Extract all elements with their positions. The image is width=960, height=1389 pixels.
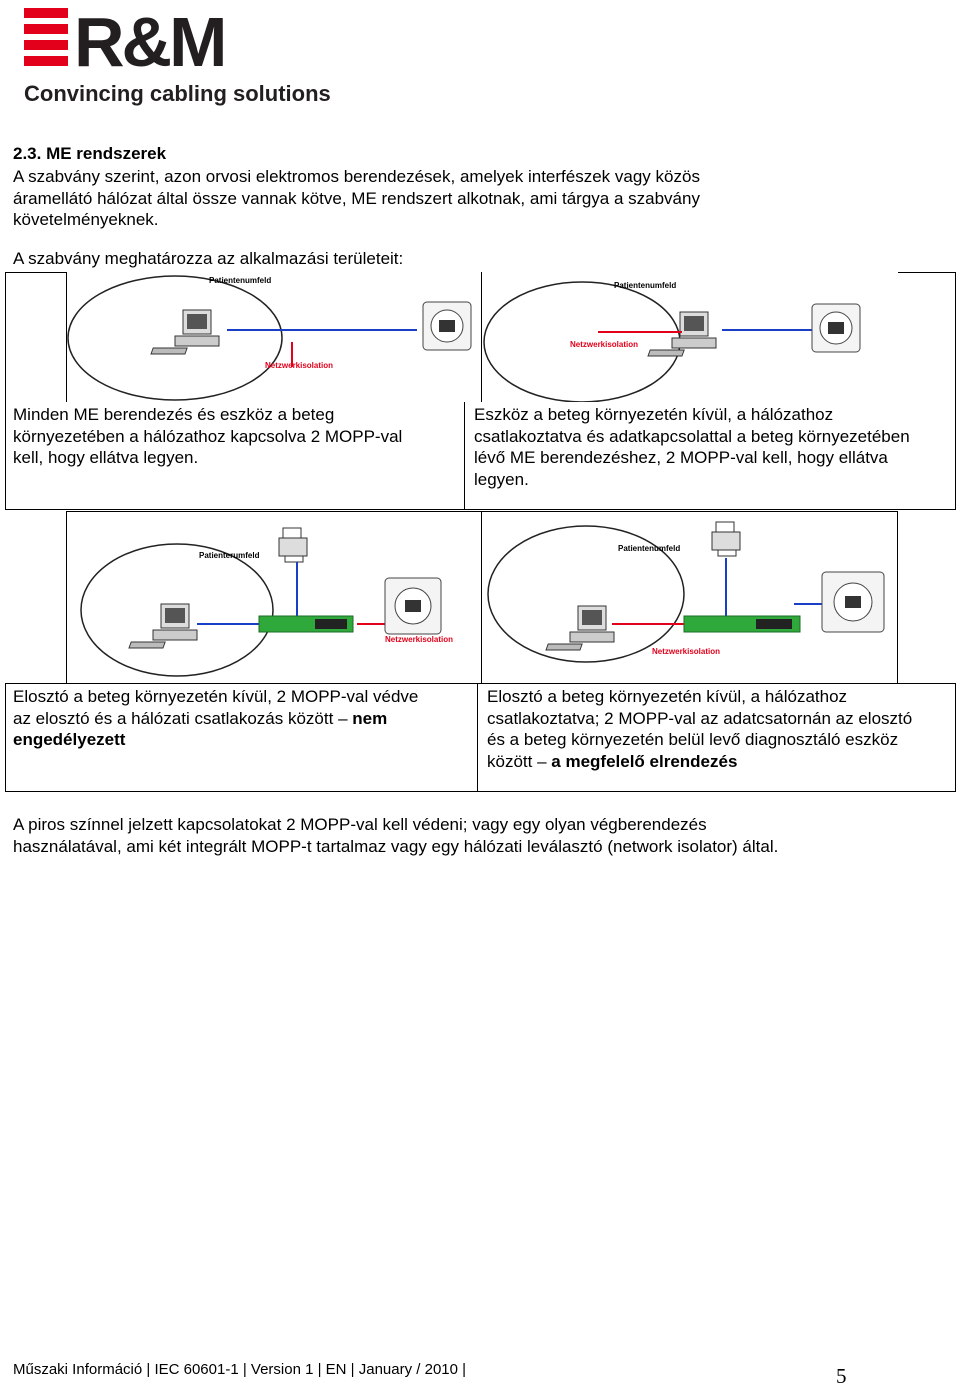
caption-line: [13, 708, 473, 730]
caption-line: Elosztó a beteg környezetén kívül, 2 MOPP-val védve: [13, 687, 419, 706]
caption-line: [487, 751, 953, 773]
rm-logo-graphic: [22, 6, 352, 106]
caption-emphasis: a megfelelő elrendezés: [546, 751, 738, 771]
intro-paragraph: [13, 166, 913, 231]
network-switch-icon: [684, 616, 800, 632]
isolation-label: Netzwerkisolation: [652, 647, 721, 656]
wall-outlet-icon: [385, 578, 441, 634]
caption-line: kell, hogy ellátva legyen.: [13, 448, 199, 467]
zone-label: Patientenumfeld: [614, 281, 677, 290]
caption-emphasis: nem: [347, 708, 388, 728]
caption-text: között: [487, 751, 538, 771]
caption-line: csatlakoztatva; 2 MOPP-val az adatcsatornán az elosztó: [487, 708, 913, 728]
diagram-top-right: [482, 272, 898, 402]
logo-tagline: Convincing cabling solutions: [24, 81, 331, 106]
rm-logo: [22, 6, 352, 106]
footer-text: Műszaki Információ | IEC 60601-1 | Version 1 | EN | January / 2010 |: [13, 1361, 467, 1378]
caption-line: Eszköz a beteg környezetén kívül, a hálózathoz: [474, 405, 834, 424]
logo-brand: R&M: [74, 6, 225, 81]
zone-label: Patientenumfeld: [209, 276, 272, 285]
closing-line: A piros színnel jelzett kapcsolatokat 2 MOPP-val kell védeni; vagy egy olyan végberendezés: [13, 815, 707, 834]
caption-line: Minden ME berendezés és eszköz a beteg: [13, 405, 335, 424]
caption-line: csatlakoztatva és adatkapcsolattal a beteg környezetében: [474, 426, 910, 446]
section-heading: 2.3. ME rendszerek: [13, 144, 167, 163]
caption-line: Elosztó a beteg környezetén kívül, a hálózathoz: [487, 687, 848, 706]
computer-icon: [129, 604, 197, 648]
intro-line: A szabvány szerint, azon orvosi elektromos berendezések, amelyek interfészek vagy közös: [13, 167, 700, 186]
isolation-label: Netzwerkisolation: [385, 635, 454, 644]
caption-text: az elosztó és a hálózati csatlakozás között: [13, 708, 339, 728]
zone-label: Patienterumfeld: [199, 551, 260, 560]
computer-icon: [648, 312, 716, 356]
network-switch-icon: [259, 616, 353, 632]
printer-icon: [279, 528, 307, 562]
computer-icon: [546, 606, 614, 650]
intro-line: követelményeknek.: [13, 210, 159, 229]
caption-dash: –: [537, 751, 547, 771]
caption-line: és a beteg környezetén belül levő diagnosztáló eszköz: [487, 730, 899, 749]
computer-icon: [151, 310, 219, 354]
caption-bottom-right: [487, 686, 953, 772]
caption-bottom-left: [13, 686, 473, 751]
caption-line: legyen.: [474, 469, 529, 489]
zone-label: Patientenumfeld: [618, 544, 681, 553]
printer-icon: [712, 522, 740, 556]
wall-outlet-icon: [423, 302, 471, 350]
diagram-top-left: [66, 272, 482, 402]
diagram-bottom-left: [66, 511, 482, 683]
caption-line: [13, 729, 473, 751]
closing-paragraph: [13, 814, 953, 857]
caption-dash: –: [338, 708, 348, 728]
wall-outlet-icon: [822, 572, 884, 632]
scope-text: A szabvány meghatározza az alkalmazási területeit:: [13, 249, 404, 268]
intro-line: áramellátó hálózat által össze vannak kötve, ME rendszert alkotnak, ami tárgya a szabvány: [13, 188, 700, 208]
table-divider: [464, 402, 465, 510]
caption-top-right: [474, 404, 952, 490]
caption-line: lévő ME berendezéshez, 2 MOPP-val kell, hogy ellátva: [474, 448, 888, 467]
wall-outlet-icon: [812, 304, 860, 352]
table-divider: [477, 683, 478, 792]
isolation-label: Netzwerkisolation: [570, 340, 639, 349]
isolation-label: Netzwerkisolation: [265, 361, 334, 370]
caption-line: környezetében a hálózathoz kapcsolva 2 MOPP-val: [13, 426, 403, 446]
closing-line: használatával, ami két integrált MOPP-t tartalmaz vagy egy hálózati leválasztó (network isolator) által.: [13, 836, 779, 856]
diagram-bottom-right: [482, 511, 898, 683]
caption-emphasis: engedélyezett: [13, 730, 126, 749]
page-number: 5: [836, 1364, 847, 1388]
caption-top-left: [13, 404, 458, 469]
